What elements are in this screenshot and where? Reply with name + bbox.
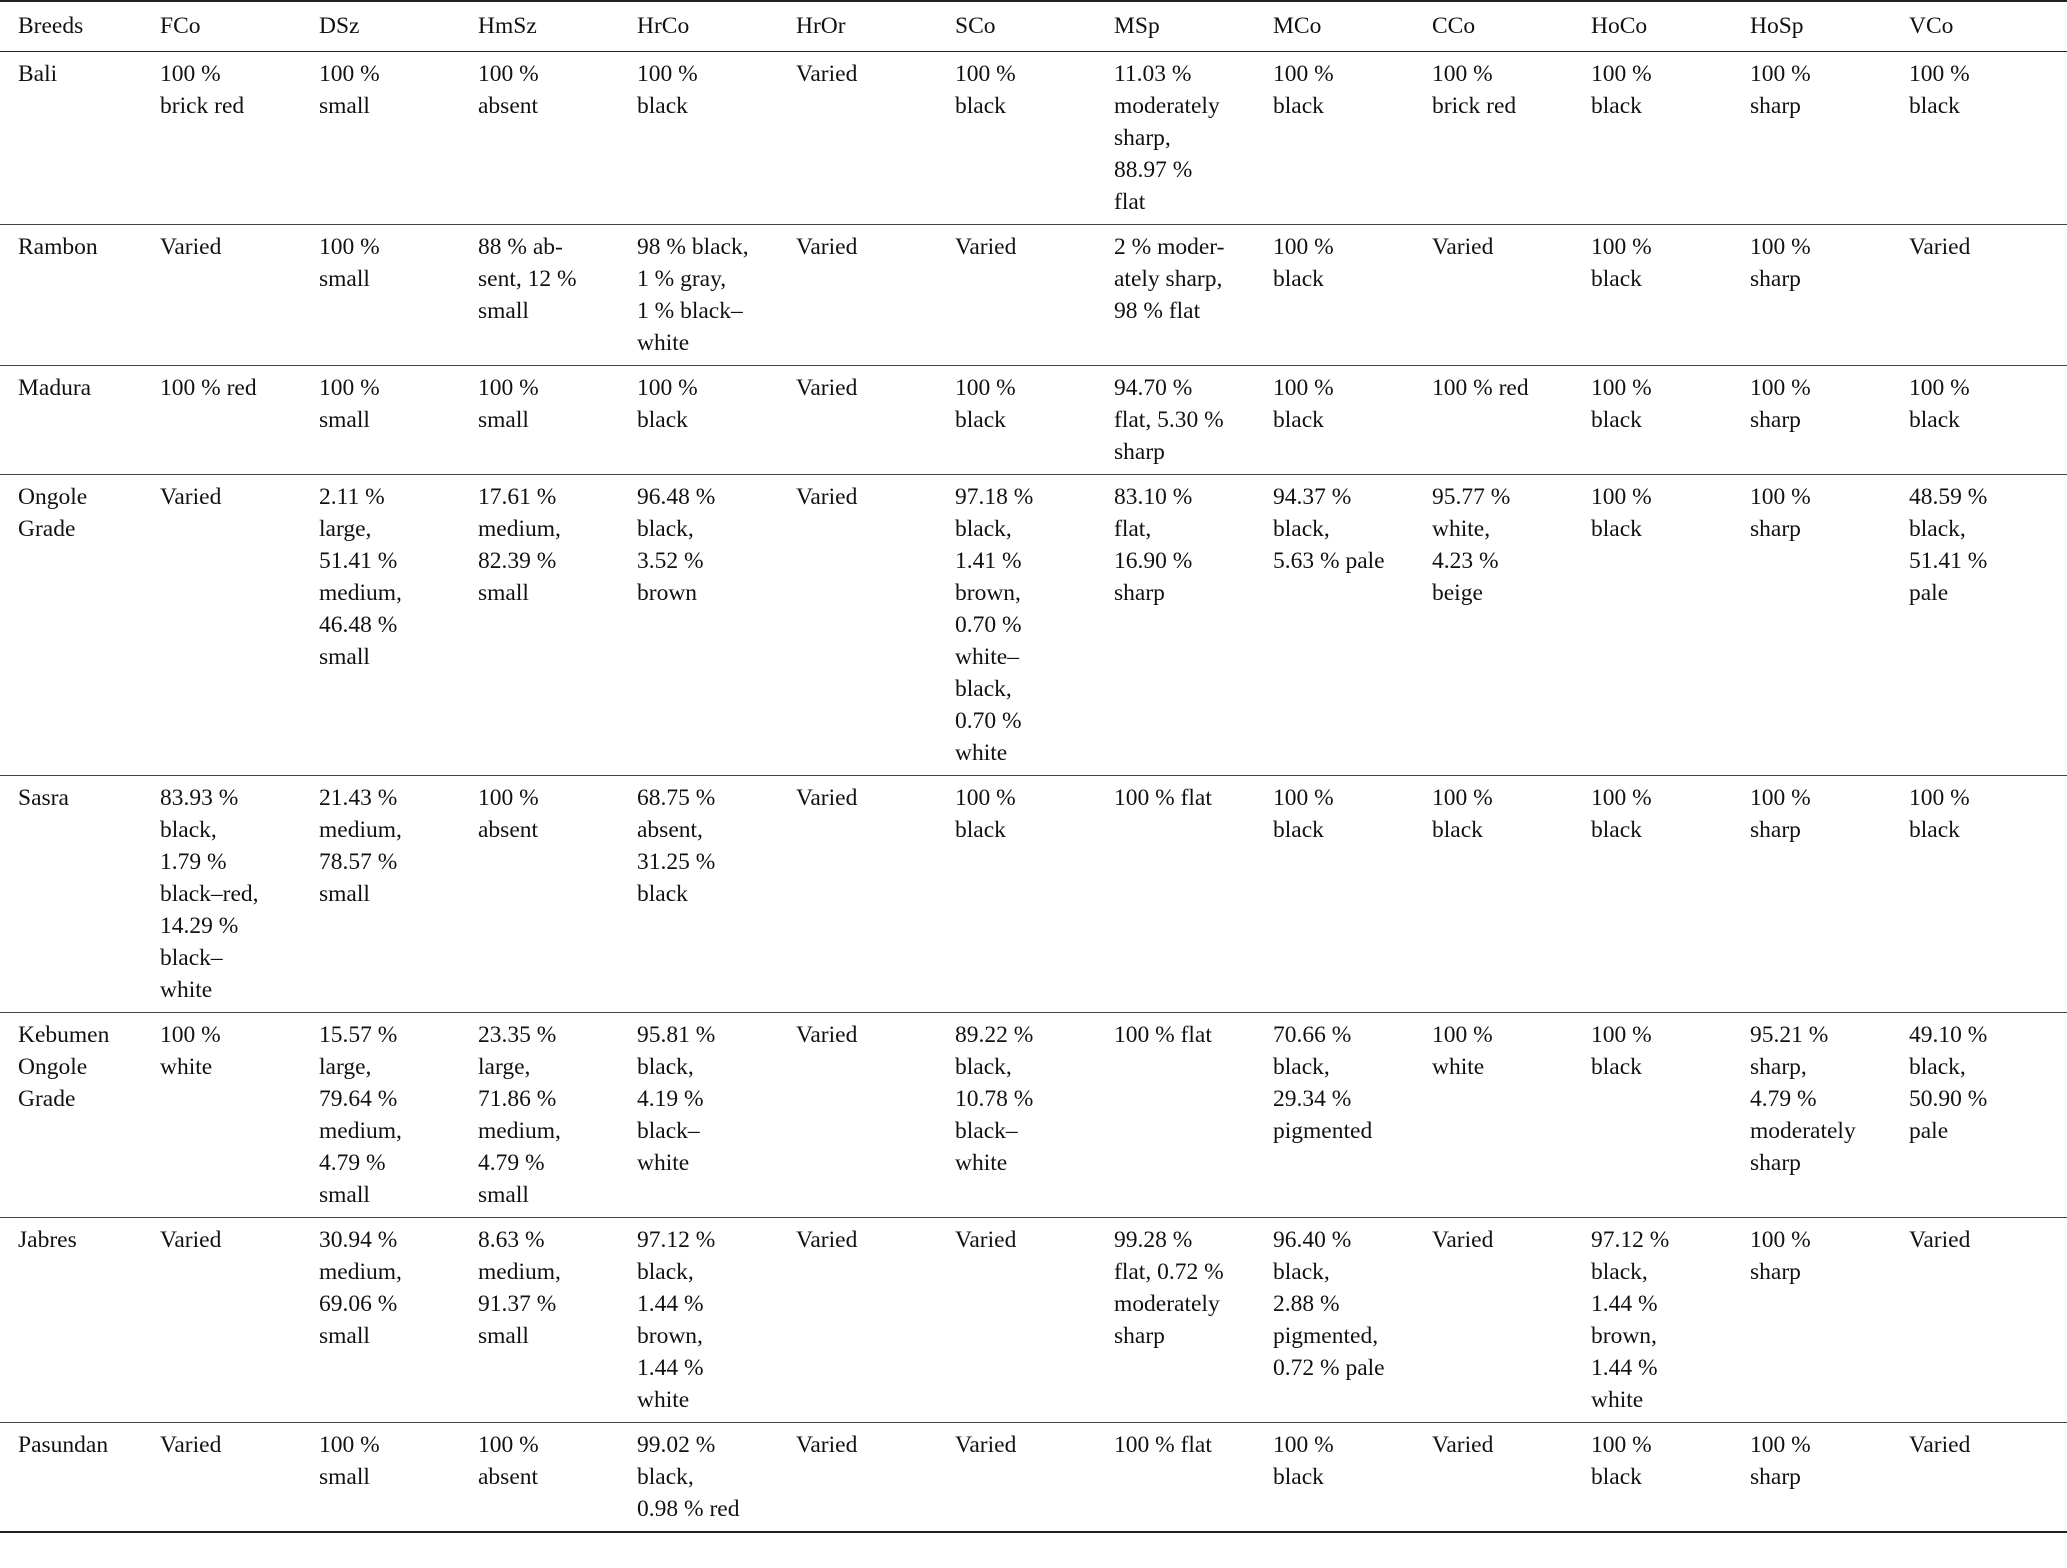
table-cell-dsz: 100 % small [319,1431,380,1490]
table-cell-msp: 99.28 % flat, 0.72 % moderately sharp [1114,1226,1224,1349]
table-cell-hror: Varied [796,784,858,811]
table-cell-cco: 100 % brick red [1432,60,1517,119]
table-cell-hoco: 100 % black [1591,60,1652,119]
table-row [0,474,2067,775]
table-cell-mco: 96.40 % black, 2.88 % pigmented, 0.72 % pale [1273,1226,1385,1381]
table-cell-mco: 100 % black [1273,784,1334,843]
table-cell-msp: 2 % moder- ately sharp, 98 % flat [1114,233,1225,324]
table-cell-msp: 94.70 % flat, 5.30 % sharp [1114,374,1224,465]
table-cell-mco: 100 % black [1273,233,1334,292]
table-cell-dsz: 21.43 % medium, 78.57 % small [319,784,402,907]
table-cell-hror: Varied [796,60,858,87]
table-cell-hror: Varied [796,233,858,260]
column-header-vco: VCo [1909,13,1954,39]
table-cell-msp: 83.10 % flat, 16.90 % sharp [1114,483,1193,606]
table-cell-hoco: 100 % black [1591,784,1652,843]
table-cell-hoco: 97.12 % black, 1.44 % brown, 1.44 % white [1591,1226,1670,1413]
table-cell-hosp: 100 % sharp [1750,60,1811,119]
table-cell-hrco: 100 % black [637,60,698,119]
table-cell-sco: Varied [955,233,1017,260]
table-row [0,51,2067,224]
column-header-hmsz: HmSz [478,13,537,39]
column-header-dsz: DSz [319,13,360,39]
table-cell-vco: 48.59 % black, 51.41 % pale [1909,483,1988,606]
column-header-msp: MSp [1114,13,1160,39]
table-cell-hosp: 100 % sharp [1750,483,1811,542]
table-cell-msp: 100 % flat [1114,1021,1212,1048]
table-cell-dsz: 100 % small [319,233,380,292]
column-header-breeds: Breeds [18,13,84,39]
table-cell-hosp: 100 % sharp [1750,784,1811,843]
table-cell-fco: 100 % red [160,374,257,401]
table-cell-hror: Varied [796,1226,858,1253]
table-cell-sco: Varied [955,1226,1017,1253]
table-cell-hosp: 100 % sharp [1750,233,1811,292]
table-cell-msp: 11.03 % moderately sharp, 88.97 % flat [1114,60,1220,215]
table-cell-msp: 100 % flat [1114,784,1212,811]
table-cell-vco: 100 % black [1909,60,1970,119]
table-cell-mco: 94.37 % black, 5.63 % pale [1273,483,1385,574]
table-cell-fco: Varied [160,233,222,260]
table-cell-cco: Varied [1432,1226,1494,1253]
table-cell-hrco: 97.12 % black, 1.44 % brown, 1.44 % white [637,1226,716,1413]
table-cell-sco: 97.18 % black, 1.41 % brown, 0.70 % white– black, 0.70 % white [955,483,1034,766]
table-cell-hror: Varied [796,1431,858,1458]
column-header-hror: HrOr [796,13,846,39]
table-row [0,224,2067,365]
breed-name-cell: Kebumen Ongole Grade [18,1021,110,1112]
table-cell-vco: 100 % black [1909,374,1970,433]
table-cell-mco: 100 % black [1273,1431,1334,1490]
breed-name-cell: Sasra [18,784,69,811]
table-cell-fco: Varied [160,1431,222,1458]
table-cell-hmsz: 88 % ab- sent, 12 % small [478,233,577,324]
table-row [0,775,2067,1012]
table-cell-cco: 100 % black [1432,784,1493,843]
table-cell-hrco: 96.48 % black, 3.52 % brown [637,483,716,606]
table-cell-hosp: 100 % sharp [1750,1431,1811,1490]
breed-name-cell: Pasundan [18,1431,109,1458]
table-cell-cco: 95.77 % white, 4.23 % beige [1432,483,1511,606]
breed-name-cell: Rambon [18,233,98,260]
table-cell-hrco: 68.75 % absent, 31.25 % black [637,784,716,907]
table-cell-hror: Varied [796,374,858,401]
table-cell-vco: Varied [1909,233,1971,260]
table-cell-sco: Varied [955,1431,1017,1458]
table-cell-cco: 100 % red [1432,374,1529,401]
table-cell-vco: Varied [1909,1431,1971,1458]
table-cell-fco: Varied [160,483,222,510]
table-cell-mco: 70.66 % black, 29.34 % pigmented [1273,1021,1373,1144]
breed-name-cell: Madura [18,374,92,401]
table-cell-fco: 100 % brick red [160,60,245,119]
table-cell-sco: 100 % black [955,784,1016,843]
table-cell-hosp: 100 % sharp [1750,1226,1811,1285]
table-cell-sco: 100 % black [955,374,1016,433]
table-cell-vco: Varied [1909,1226,1971,1253]
column-header-sco: SCo [955,13,996,39]
table-cell-fco: 83.93 % black, 1.79 % black–red, 14.29 % black– white [160,784,259,1003]
table-cell-dsz: 30.94 % medium, 69.06 % small [319,1226,402,1349]
table-cell-dsz: 15.57 % large, 79.64 % medium, 4.79 % small [319,1021,402,1208]
column-header-mco: MCo [1273,13,1322,39]
table-cell-fco: 100 % white [160,1021,221,1080]
table-cell-hror: Varied [796,1021,858,1048]
table-cell-msp: 100 % flat [1114,1431,1212,1458]
table-cell-hoco: 100 % black [1591,374,1652,433]
table-cell-vco: 49.10 % black, 50.90 % pale [1909,1021,1988,1144]
table-cell-dsz: 2.11 % large, 51.41 % medium, 46.48 % small [319,483,402,670]
table-cell-hrco: 99.02 % black, 0.98 % red [637,1431,740,1522]
table-cell-hoco: 100 % black [1591,233,1652,292]
table-cell-hmsz: 100 % small [478,374,539,433]
table-cell-hmsz: 23.35 % large, 71.86 % medium, 4.79 % small [478,1021,561,1208]
table-cell-hrco: 100 % black [637,374,698,433]
column-header-cco: CCo [1432,13,1476,39]
table-cell-hmsz: 17.61 % medium, 82.39 % small [478,483,561,606]
column-header-fco: FCo [160,13,201,39]
table-row [0,1217,2067,1422]
table-cell-hmsz: 100 % absent [478,784,539,843]
table-cell-hror: Varied [796,483,858,510]
table-cell-hmsz: 100 % absent [478,60,539,119]
table-cell-cco: Varied [1432,1431,1494,1458]
table-cell-mco: 100 % black [1273,60,1334,119]
table-cell-cco: 100 % white [1432,1021,1493,1080]
table-cell-hoco: 100 % black [1591,483,1652,542]
table-row [0,1012,2067,1217]
table-row [0,1422,2067,1532]
table-cell-sco: 89.22 % black, 10.78 % black– white [955,1021,1034,1176]
column-header-hrco: HrCo [637,13,690,39]
table-cell-sco: 100 % black [955,60,1016,119]
column-header-hosp: HoSp [1750,13,1804,39]
breed-name-cell: Jabres [18,1226,77,1253]
table-cell-hrco: 98 % black, 1 % gray, 1 % black– white [637,233,749,356]
table-cell-hoco: 100 % black [1591,1431,1652,1490]
column-header-hoco: HoCo [1591,13,1648,39]
table-row [0,365,2067,474]
table-cell-cco: Varied [1432,233,1494,260]
table-cell-hoco: 100 % black [1591,1021,1652,1080]
table-cell-hosp: 95.21 % sharp, 4.79 % moderately sharp [1750,1021,1856,1176]
table-cell-hosp: 100 % sharp [1750,374,1811,433]
table-cell-hmsz: 8.63 % medium, 91.37 % small [478,1226,561,1349]
table-cell-fco: Varied [160,1226,222,1253]
table-cell-hrco: 95.81 % black, 4.19 % black– white [637,1021,716,1176]
table-header-row [0,1,2067,51]
table-cell-vco: 100 % black [1909,784,1970,843]
table-cell-hmsz: 100 % absent [478,1431,539,1490]
breed-name-cell: Bali [18,60,58,87]
breed-name-cell: Ongole Grade [18,483,88,542]
table-body [0,51,2067,1532]
table-cell-mco: 100 % black [1273,374,1334,433]
table-cell-dsz: 100 % small [319,60,380,119]
table-cell-dsz: 100 % small [319,374,380,433]
